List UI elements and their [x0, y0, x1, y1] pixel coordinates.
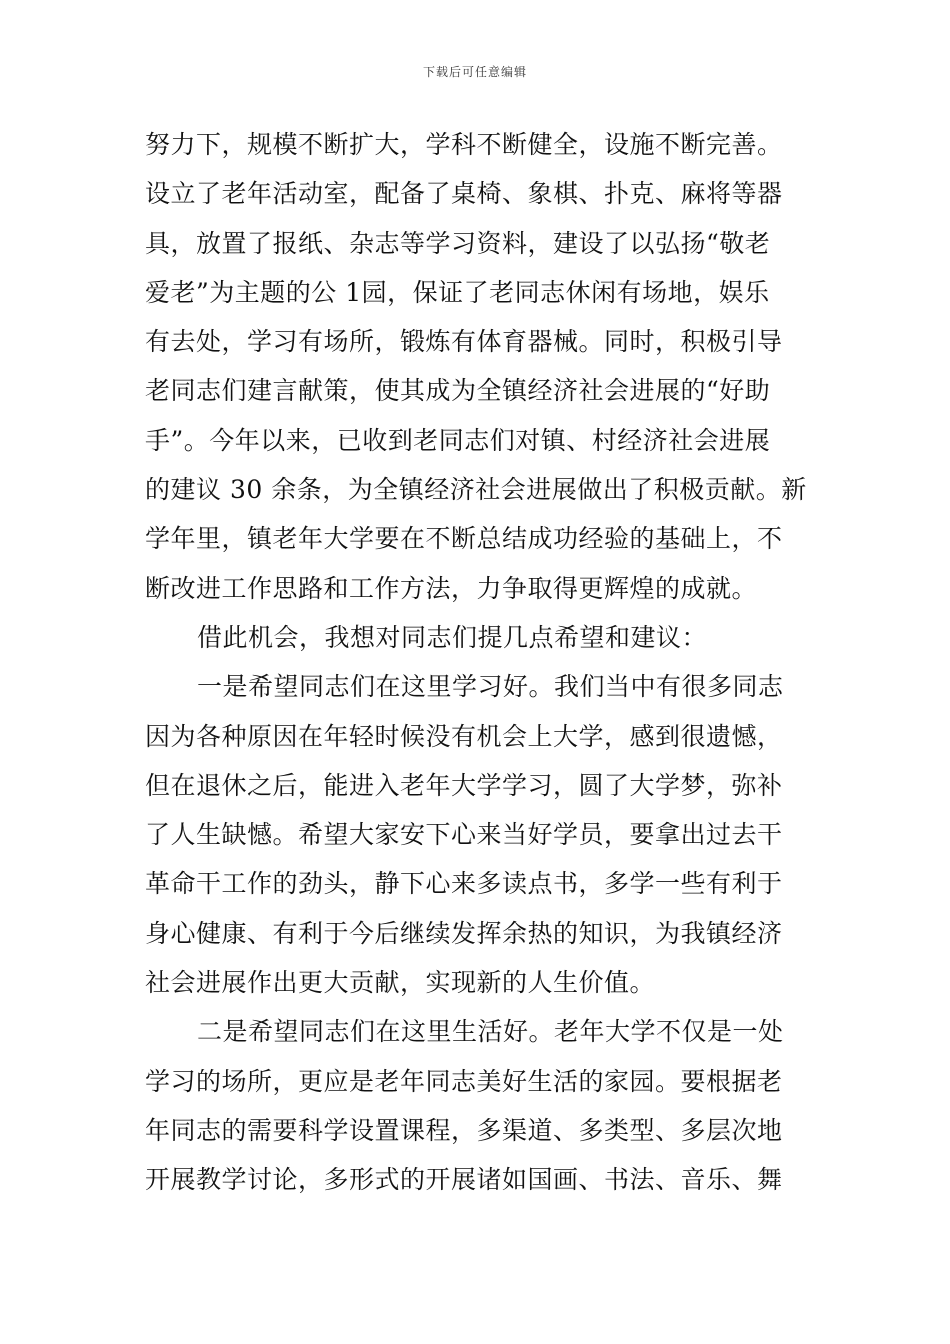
text-line: 学年里，镇老年大学要在不断总结成功经验的基础上，不 — [145, 524, 783, 554]
text-line: 了人生缺憾。希望大家安下心来当好学员，要拿出过去干 — [145, 820, 783, 850]
paragraph-3 — [145, 662, 815, 1007]
text-line: 设立了老年活动室，配备了桌椅、象棋、扑克、麻将等器 — [145, 179, 783, 209]
text-line: 的建议 30 余条，为全镇经济社会进展做出了积极贡献。新 — [145, 475, 807, 505]
text-line: 努力下，规模不断扩大，学科不断健全，设施不断完善。 — [145, 130, 783, 159]
paragraph-4 — [145, 1007, 815, 1204]
text-line: 身心健康、有利于今后继续发挥余热的知识，为我镇经济 — [145, 918, 783, 948]
text-line: 二是希望同志们在这里生活好。老年大学不仅是一处 — [197, 1017, 784, 1047]
paragraph-2 — [145, 613, 815, 662]
text-line: 老同志们建言献策，使其成为全镇经济社会进展的“好助 — [145, 376, 771, 406]
document-body — [145, 120, 815, 1205]
text-line: 因为各种原因在年轻时候没有机会上大学，感到很遗憾， — [145, 721, 783, 751]
text-line: 学习的场所，更应是老年同志美好生活的家园。要根据老 — [145, 1066, 783, 1096]
text-line: 有去处，学习有场所，锻炼有体育器械。同时，积极引导 — [145, 327, 783, 357]
text-line: 开展教学讨论，多形式的开展诸如国画、书法、音乐、舞 — [145, 1165, 783, 1195]
text-line: 年同志的需要科学设置课程，多渠道、多类型、多层次地 — [145, 1115, 783, 1145]
text-line: 爱老”为主题的公 1园，保证了老同志休闲有场地，娱乐 — [145, 277, 770, 307]
text-line: 但在退休之后，能进入老年大学学习，圆了大学梦，弥补 — [145, 770, 783, 800]
text-line: 借此机会，我想对同志们提几点希望和建议： — [197, 622, 708, 652]
text-line: 手”。今年以来，已收到老同志们对镇、村经济社会进展 — [145, 425, 771, 455]
text-line: 社会进展作出更大贡献，实现新的人生价值。 — [145, 968, 656, 998]
text-line: 断改进工作思路和工作方法，力争取得更辉煌的成就。 — [145, 573, 758, 603]
text-line: 一是希望同志们在这里学习好。我们当中有很多同志 — [197, 672, 784, 702]
text-line: 革命干工作的劲头，静下心来多读点书，多学一些有利于 — [145, 869, 783, 899]
page-header: 下载后可任意编辑 — [422, 65, 527, 79]
text-line: 具，放置了报纸、杂志等学习资料，建设了以弘扬“敬老 — [145, 228, 771, 258]
paragraph-1 — [145, 120, 815, 613]
